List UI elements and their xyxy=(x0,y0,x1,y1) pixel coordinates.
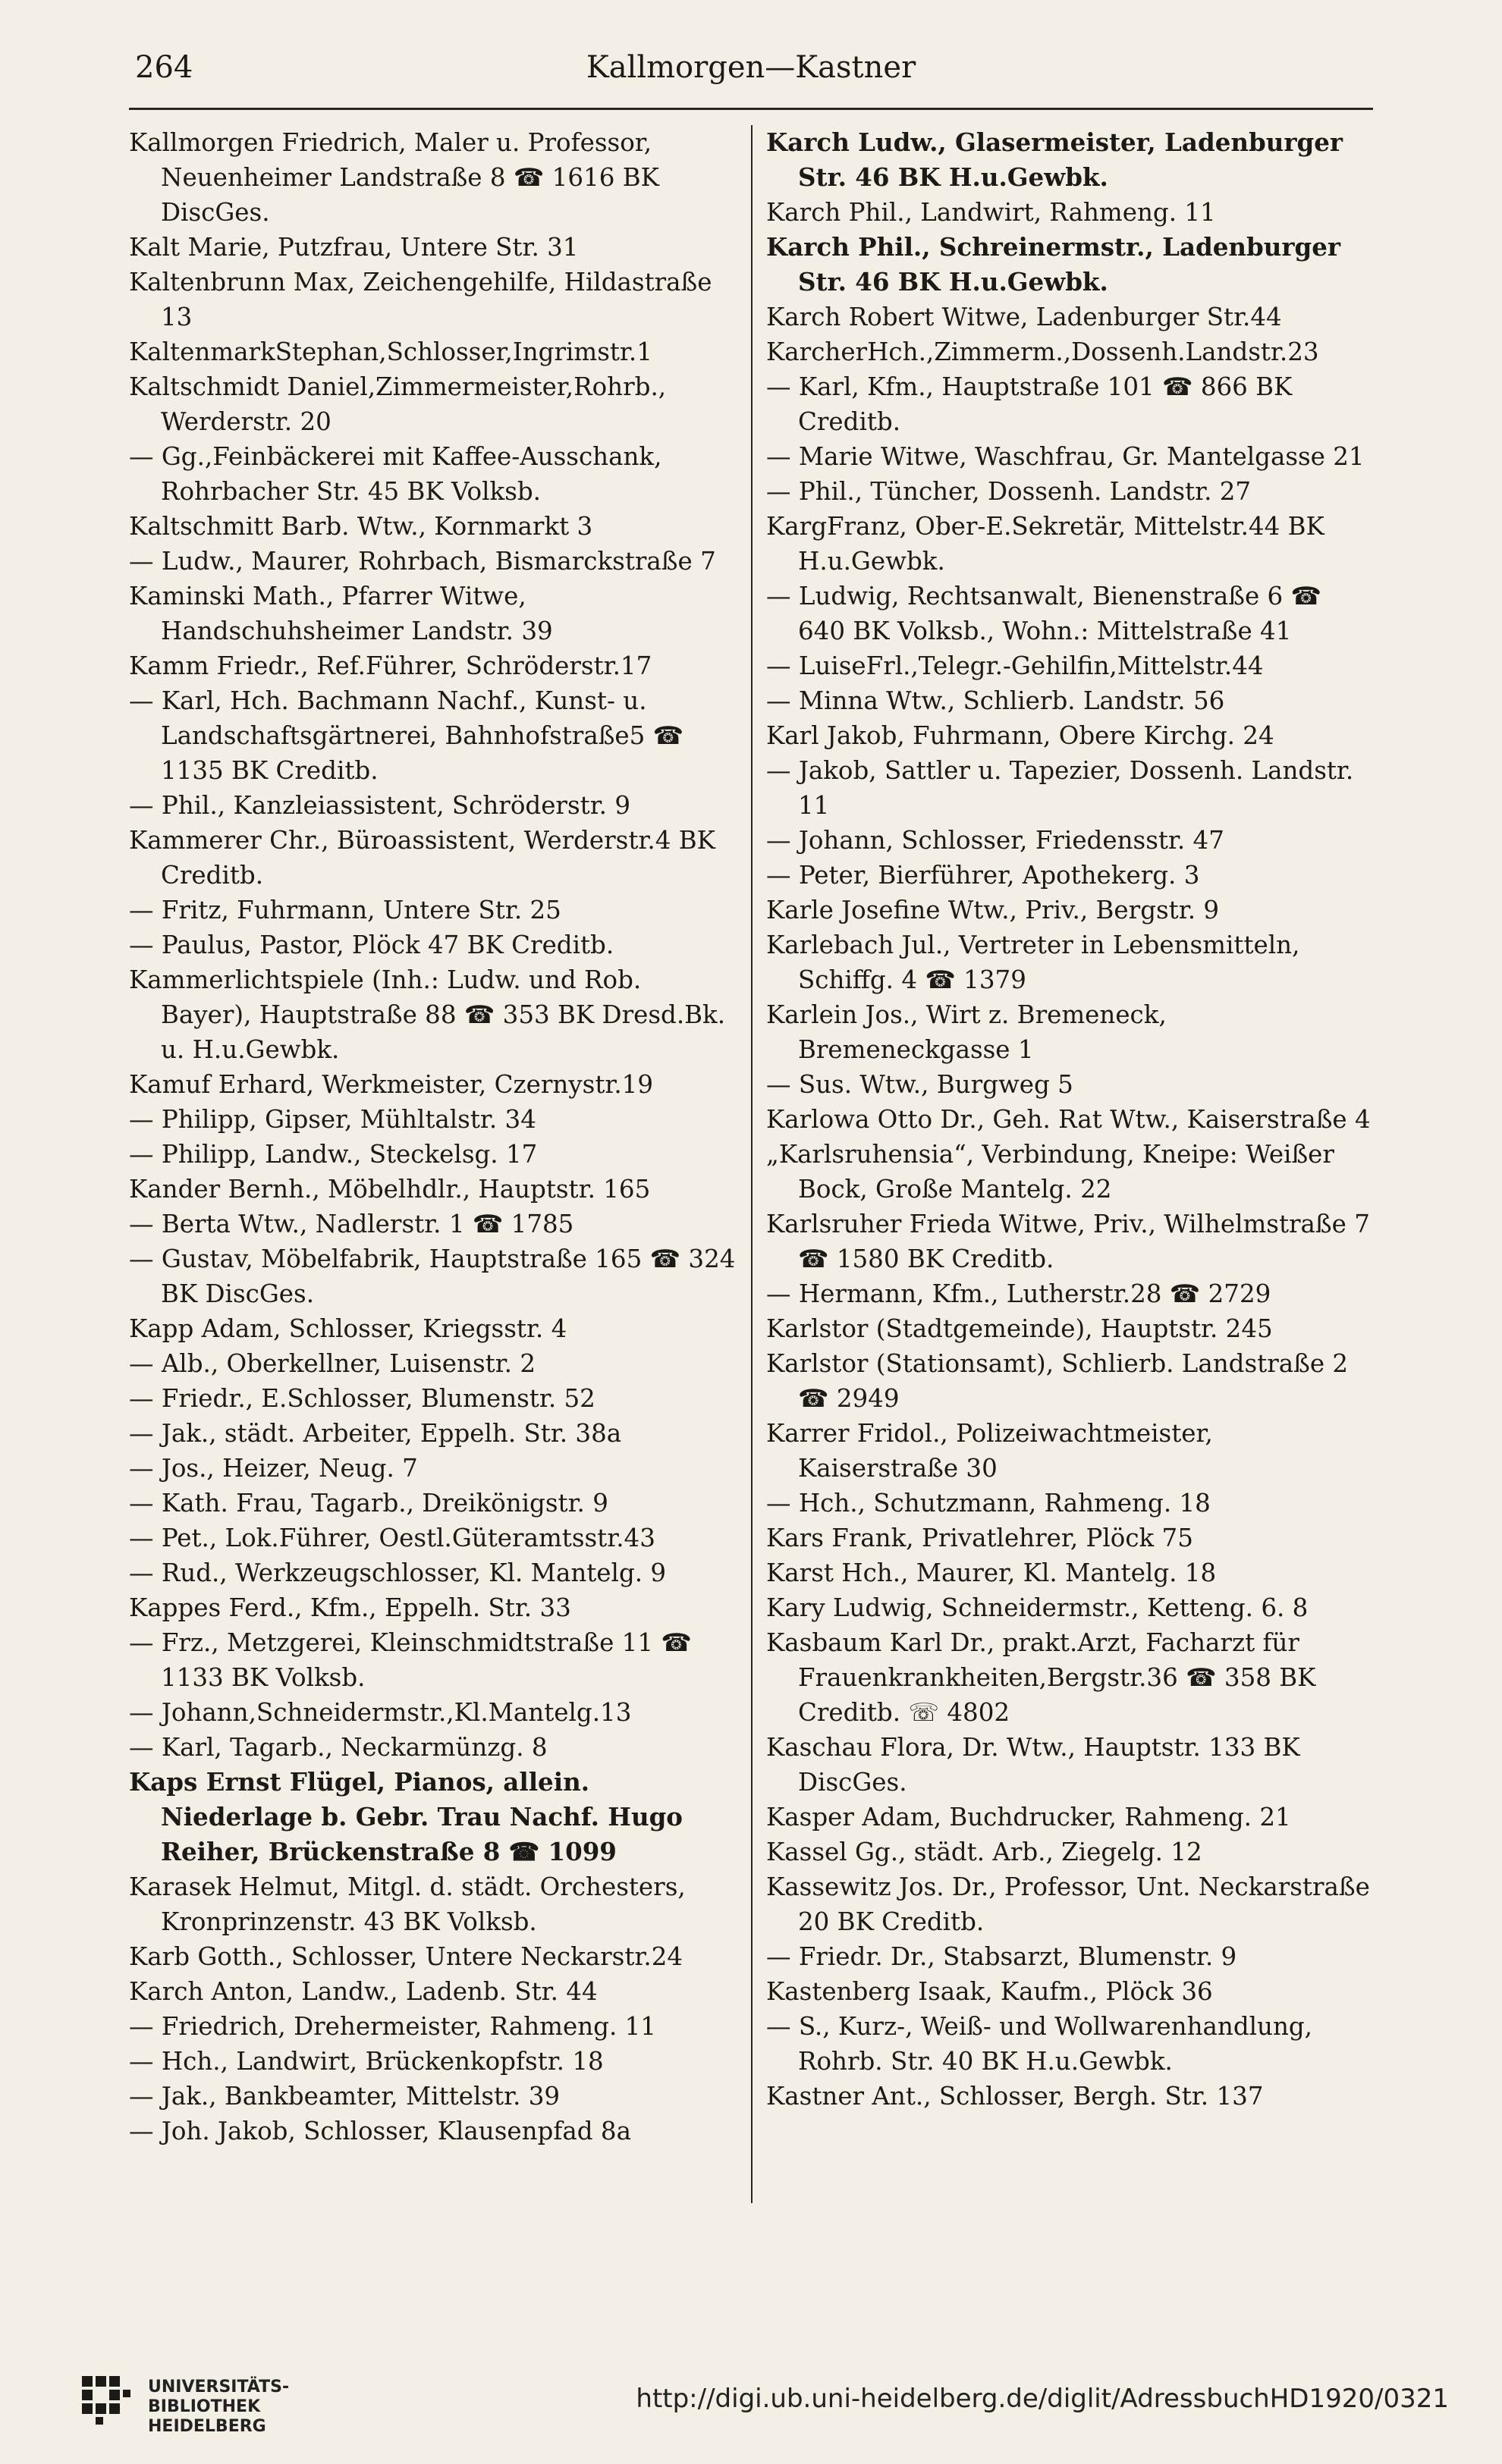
directory-entry: Kallmorgen Friedrich, Maler u. Professor, Neuenheimer Landstraße 8 ☎ 1616 BK DiscGes. xyxy=(129,128,659,227)
directory-entry: — Jak., Bankbeamter, Mittelstr. 39 xyxy=(129,2082,561,2111)
library-name: UNIVERSITÄTS- BIBLIOTHEK HEIDELBERG xyxy=(148,2378,290,2436)
directory-entry: Kammerer Chr., Büroassistent, Werderstr.4 BK Creditb. xyxy=(129,826,715,890)
right-column xyxy=(766,125,1373,2203)
directory-entry: Kaminski Math., Pfarrer Witwe, Handschuhsheimer Landstr. 39 xyxy=(129,582,553,645)
directory-entry: KarcherHch.,Zimmerm.,Dossenh.Landstr.23 xyxy=(766,337,1319,366)
directory-columns xyxy=(129,125,1373,2203)
directory-entry: Karb Gotth., Schlosser, Untere Neckarstr.24 xyxy=(129,1942,683,1971)
directory-entry: — Phil., Tüncher, Dossenh. Landstr. 27 xyxy=(766,477,1252,506)
directory-entry: — Karl, Hch. Bachmann Nachf., Kunst- u. Landschaftsgärtnerei, Bahnhofstraße5 ☎ 1135 BK Creditb. xyxy=(129,686,684,785)
page-number: 264 xyxy=(135,50,193,85)
directory-entry: — Jakob, Sattler u. Tapezier, Dossenh. Landstr. 11 xyxy=(766,756,1354,820)
directory-entry: — Marie Witwe, Waschfrau, Gr. Mantelgasse 21 xyxy=(766,442,1365,471)
directory-entry: Karrer Fridol., Polizeiwachtmeister, Kaiserstraße 30 xyxy=(766,1419,1213,1483)
directory-entry: Kapp Adam, Schlosser, Kriegsstr. 4 xyxy=(129,1314,567,1343)
directory-entry: — Sus. Wtw., Burgweg 5 xyxy=(766,1070,1073,1099)
directory-entry: Karasek Helmut, Mitgl. d. städt. Orchesters, Kronprinzenstr. 43 BK Volksb. xyxy=(129,1872,686,1936)
directory-entry: — Hch., Schutzmann, Rahmeng. 18 xyxy=(766,1489,1211,1518)
directory-entry: Kastner Ant., Schlosser, Bergh. Str. 137 xyxy=(766,2082,1264,2111)
directory-entry: — Pet., Lok.Führer, Oestl.Güteramtsstr.43 xyxy=(129,1524,655,1552)
directory-entry: — Karl, Tagarb., Neckarmünzg. 8 xyxy=(129,1733,548,1762)
directory-entry: — Jos., Heizer, Neug. 7 xyxy=(129,1454,418,1483)
directory-entry: Karch Phil., Schreinermstr., Ladenburger Str. 46 BK H.u.Gewbk. xyxy=(766,232,1341,297)
directory-entry: „Karlsruhensia“, Verbindung, Kneipe: Weißer Bock, Große Mantelg. 22 xyxy=(766,1140,1334,1204)
directory-entry: Karch Phil., Landwirt, Rahmeng. 11 xyxy=(766,198,1216,227)
directory-entry: — Gustav, Möbelfabrik, Hauptstraße 165 ☎ 324 BK DiscGes. xyxy=(129,1245,736,1308)
directory-entry: — Alb., Oberkellner, Luisenstr. 2 xyxy=(129,1349,536,1378)
directory-entry: KargFranz, Ober-E.Sekretär, Mittelstr.44 BK H.u.Gewbk. xyxy=(766,512,1324,576)
directory-entry: — Philipp, Gipser, Mühltalstr. 34 xyxy=(129,1105,536,1134)
directory-entry: — Joh. Jakob, Schlosser, Klausenpfad 8a xyxy=(129,2117,631,2145)
footer xyxy=(0,2362,1502,2464)
directory-entry: — Friedrich, Drehermeister, Rahmeng. 11 xyxy=(129,2012,656,2041)
directory-entry: Kassewitz Jos. Dr., Professor, Unt. Neckarstraße 20 BK Creditb. xyxy=(766,1872,1370,1936)
directory-entry: Karst Hch., Maurer, Kl. Mantelg. 18 xyxy=(766,1558,1217,1587)
directory-entry: — S., Kurz-, Weiß- und Wollwarenhandlung, Rohrb. Str. 40 BK H.u.Gewbk. xyxy=(766,2012,1313,2076)
directory-entry: Karch Ludw., Glasermeister, Ladenburger Str. 46 BK H.u.Gewbk. xyxy=(766,127,1343,192)
directory-entry: Kalt Marie, Putzfrau, Untere Str. 31 xyxy=(129,233,579,262)
running-title: Kallmorgen—Kastner xyxy=(586,50,916,85)
directory-entry: Karch Robert Witwe, Ladenburger Str.44 xyxy=(766,303,1282,331)
directory-entry: — Rud., Werkzeugschlosser, Kl. Mantelg. 9 xyxy=(129,1558,667,1587)
directory-entry: Kammerlichtspiele (Inh.: Ludw. und Rob. Bayer), Hauptstraße 88 ☎ 353 BK Dresd.Bk. u. H.u.Gewbk. xyxy=(129,965,726,1064)
directory-entry: — Hch., Landwirt, Brückenkopfstr. 18 xyxy=(129,2047,604,2076)
directory-entry: — Hermann, Kfm., Lutherstr.28 ☎ 2729 xyxy=(766,1279,1271,1308)
directory-entry: Kasper Adam, Buchdrucker, Rahmeng. 21 xyxy=(766,1803,1291,1832)
directory-entry: — Frz., Metzgerei, Kleinschmidtstraße 11 ☎ 1133 BK Volksb. xyxy=(129,1628,692,1692)
directory-entry: Kastenberg Isaak, Kaufm., Plöck 36 xyxy=(766,1977,1213,2006)
directory-entry: — Karl, Kfm., Hauptstraße 101 ☎ 866 BK Creditb. xyxy=(766,372,1293,436)
directory-entry: — Phil., Kanzleiassistent, Schröderstr. 9 xyxy=(129,791,631,820)
directory-entry: — Fritz, Fuhrmann, Untere Str. 25 xyxy=(129,896,561,924)
directory-entry: Karlstor (Stationsamt), Schlierb. Landstraße 2 ☎ 2949 xyxy=(766,1349,1349,1413)
column-divider xyxy=(751,125,753,2203)
directory-entry: — Berta Wtw., Nadlerstr. 1 ☎ 1785 xyxy=(129,1210,574,1238)
left-column xyxy=(129,125,736,2203)
directory-entry: — Philipp, Landw., Steckelsg. 17 xyxy=(129,1140,538,1169)
directory-entry: Kary Ludwig, Schneidermstr., Ketteng. 6. 8 xyxy=(766,1593,1309,1622)
directory-entry: KaltenmarkStephan,Schlosser,Ingrimstr.1 xyxy=(129,337,652,366)
directory-entry: — Peter, Bierführer, Apothekerg. 3 xyxy=(766,861,1200,890)
source-url-link[interactable]: http://digi.ub.uni-heidelberg.de/diglit/AdressbuchHD1920/0321 xyxy=(636,2384,1449,2414)
directory-entry: Kaps Ernst Flügel, Pianos, allein. Niederlage b. Gebr. Trau Nachf. Hugo Reiher, Brückenstraße 8 ☎ 1099 xyxy=(129,1767,683,1866)
directory-entry: Kamuf Erhard, Werkmeister, Czernystr.19 xyxy=(129,1070,654,1099)
directory-entry: Karlein Jos., Wirt z. Bremeneck, Bremeneckgasse 1 xyxy=(766,1000,1167,1064)
directory-entry: — Minna Wtw., Schlierb. Landstr. 56 xyxy=(766,686,1225,715)
directory-entry: Kasbaum Karl Dr., prakt.Arzt, Facharzt für Frauenkrankheiten,Bergstr.36 ☎ 358 BK Creditb. ☏ 4802 xyxy=(766,1628,1316,1727)
directory-entry: — Gg.,Feinbäckerei mit Kaffee-Ausschank, Rohrbacher Str. 45 BK Volksb. xyxy=(129,442,662,506)
directory-entry: — Johann,Schneidermstr.,Kl.Mantelg.13 xyxy=(129,1698,632,1727)
directory-entry: — Johann, Schlosser, Friedensstr. 47 xyxy=(766,826,1224,855)
directory-entry: Karlebach Jul., Vertreter in Lebensmitteln, Schiffg. 4 ☎ 1379 xyxy=(766,931,1300,994)
directory-entry: Kaltschmitt Barb. Wtw., Kornmarkt 3 xyxy=(129,512,593,541)
directory-entry: Kander Bernh., Möbelhdlr., Hauptstr. 165 xyxy=(129,1175,651,1204)
directory-entry: Karl Jakob, Fuhrmann, Obere Kirchg. 24 xyxy=(766,721,1274,750)
directory-entry: Karlsruher Frieda Witwe, Priv., Wilhelmstraße 7 ☎ 1580 BK Creditb. xyxy=(766,1210,1370,1273)
directory-entry: — Ludw., Maurer, Rohrbach, Bismarckstraße 7 xyxy=(129,547,716,576)
directory-entry: — Friedr., E.Schlosser, Blumenstr. 52 xyxy=(129,1384,595,1413)
directory-entry: Kaschau Flora, Dr. Wtw., Hauptstr. 133 BK DiscGes. xyxy=(766,1733,1300,1797)
directory-entry: Karlowa Otto Dr., Geh. Rat Wtw., Kaiserstraße 4 xyxy=(766,1105,1371,1134)
directory-entry: Karch Anton, Landw., Ladenb. Str. 44 xyxy=(129,1977,598,2006)
directory-entry: Kaltschmidt Daniel,Zimmermeister,Rohrb., Werderstr. 20 xyxy=(129,372,667,436)
directory-entry: Karle Josefine Wtw., Priv., Bergstr. 9 xyxy=(766,896,1220,924)
directory-entry: — Ludwig, Rechtsanwalt, Bienenstraße 6 ☎ 640 BK Volksb., Wohn.: Mittelstraße 41 xyxy=(766,582,1322,645)
directory-entry: Kaltenbrunn Max, Zeichengehilfe, Hildastraße 13 xyxy=(129,268,712,331)
directory-entry: Kappes Ferd., Kfm., Eppelh. Str. 33 xyxy=(129,1593,571,1622)
directory-entry: — Paulus, Pastor, Plöck 47 BK Creditb. xyxy=(129,931,614,959)
directory-entry: Karlstor (Stadtgemeinde), Hauptstr. 245 xyxy=(766,1314,1273,1343)
directory-entry: Kassel Gg., städt. Arb., Ziegelg. 12 xyxy=(766,1838,1202,1866)
directory-entry: — Jak., städt. Arbeiter, Eppelh. Str. 38a xyxy=(129,1419,622,1448)
library-logo-icon xyxy=(76,2370,137,2431)
directory-entry: Kars Frank, Privatlehrer, Plöck 75 xyxy=(766,1524,1193,1552)
directory-entry: Kamm Friedr., Ref.Führer, Schröderstr.17 xyxy=(129,651,652,680)
directory-entry: — Friedr. Dr., Stabsarzt, Blumenstr. 9 xyxy=(766,1942,1237,1971)
header-rule xyxy=(129,108,1373,110)
directory-entry: — LuiseFrl.,Telegr.-Gehilfin,Mittelstr.44 xyxy=(766,651,1264,680)
directory-entry: — Kath. Frau, Tagarb., Dreikönigstr. 9 xyxy=(129,1489,608,1518)
page-header xyxy=(129,46,1373,99)
